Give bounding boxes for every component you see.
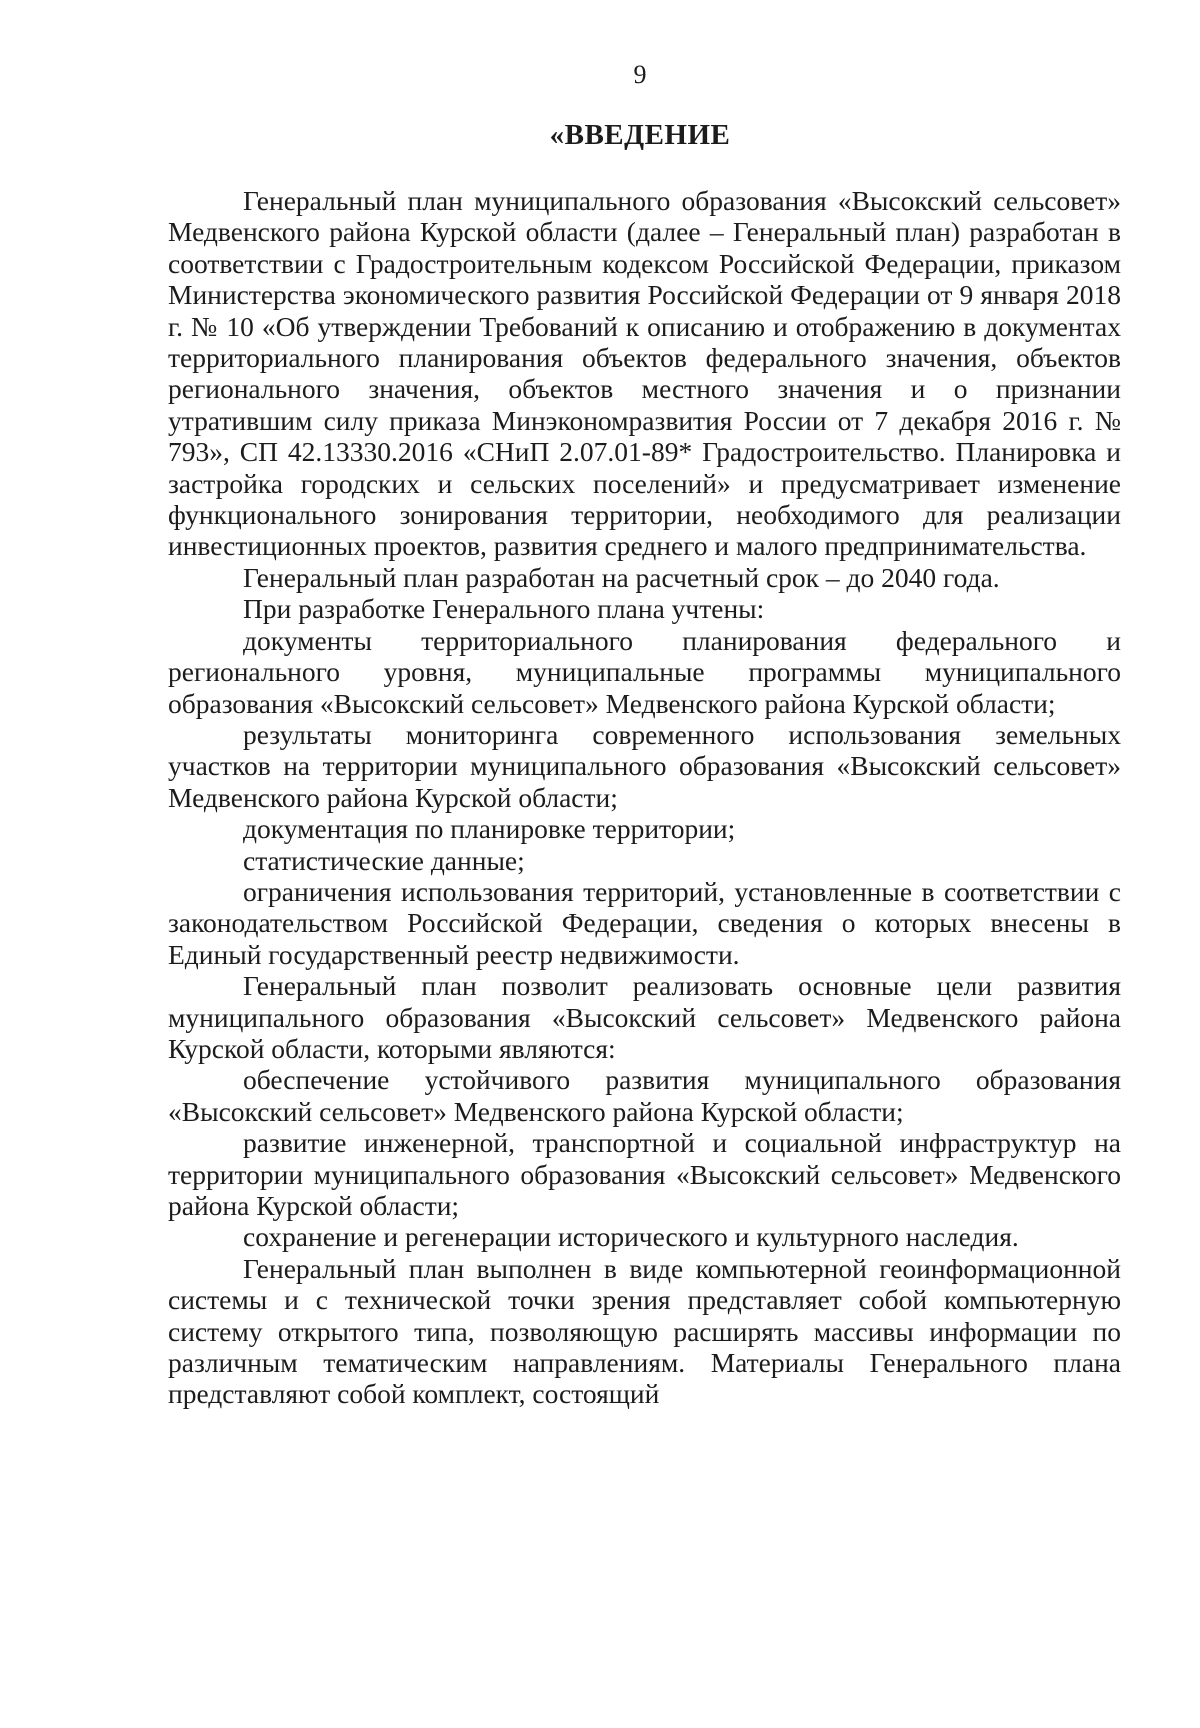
paragraph-goals: Генеральный план позволит реализовать основные цели развития муниципального образования «Высокский сельсовет» Медвенского района Курской области, которыми являются:	[168, 970, 1121, 1064]
paragraph-intro: Генеральный план муниципального образования «Высокский сельсовет» Медвенского района Курской области (далее – Генеральный план) разработан в соответствии с Градостроительным кодексом Российской Федерации, приказом Министерства экономического развития Российской Федерации от 9 января 2018 г. № 10 «Об утверждении Требований к описанию и отображению в документах территориального планирования объектов федерального значения, объектов регионального значения, объектов местного значения и о признании утратившим силу приказа Минэкономразвития России от 7 декабря 2016 г. № 793», СП 42.13330.2016 «СНиП 2.07.01-89* Градостроительство. Планировка и застройка городских и сельских поселений» и предусматривает изменение функционального зонирования территории, необходимого для реализации инвестиционных проектов, развития среднего и малого предпринимательства.	[168, 185, 1121, 562]
list-item: результаты мониторинга современного использования земельных участков на территории муниципального образования «Высокский сельсовет» Медвенского района Курской области;	[168, 718, 1121, 813]
list-item: обеспечение устойчивого развития муниципального образования «Высокский сельсовет» Медвенского района Курской области;	[168, 1064, 1121, 1127]
list-item: развитие инженерной, транспортной и социальной инфраструктур на территории муниципального образования «Высокский сельсовет» Медвенского района Курской области;	[168, 1127, 1121, 1221]
section-title: «ВВЕДЕНИЕ	[549, 119, 731, 151]
list-item: сохранение и регенерации исторического и культурного наследия.	[243, 1221, 1019, 1253]
page-number: 9	[633, 60, 647, 89]
paragraph-considered: При разработке Генерального плана учтены:	[243, 593, 765, 625]
list-item: документация по планировке территории;	[243, 813, 736, 845]
paragraph-term: Генеральный план разработан на расчетный срок – до 2040 года.	[243, 561, 1000, 593]
body-text	[168, 185, 1121, 1410]
list-item: ограничения использования территорий, установленные в соответствии с законодательством Российской Федерации, сведения о которых внесены в Единый государственный реестр недвижимости.	[168, 875, 1121, 970]
list-item: статистические данные;	[243, 844, 525, 876]
list-item: документы территориального планирования федерального и регионального уровня, муниципальные программы муниципального образования «Высокский сельсовет» Медвенского района Курской области;	[168, 624, 1121, 719]
paragraph-gis: Генеральный план выполнен в виде компьютерной геоинформационной системы и с технической точки зрения представляет собой компьютерную систему открытого типа, позволяющую расширять массивы информации по различным тематическим направлениям. Материалы Генерального плана представляют собой комплект, состоящий	[168, 1252, 1121, 1410]
